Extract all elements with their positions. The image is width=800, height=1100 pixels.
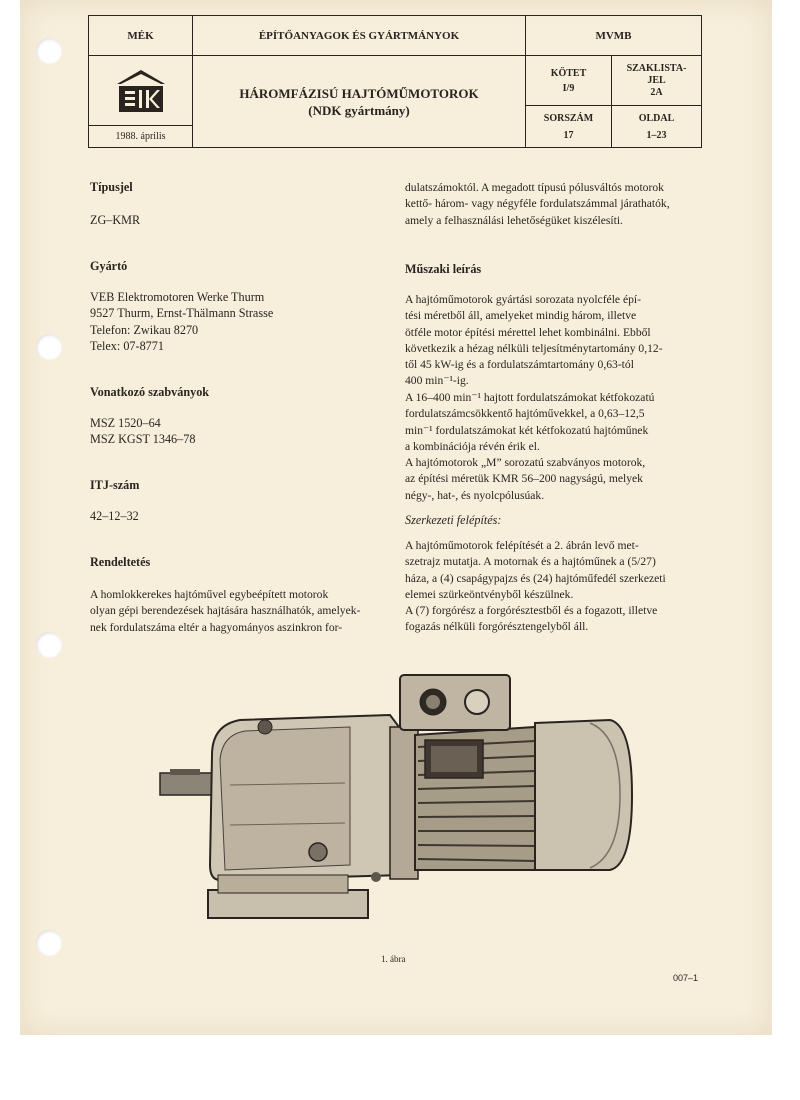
text-line: olyan gépi berendezések hajtására használhatók, amelyek- xyxy=(90,604,361,618)
text-line: a kombinációja révén érik el. xyxy=(405,439,540,453)
text-line: ötféle motor építési mérettel lehet kombinálni. Ebből xyxy=(405,325,651,339)
gear-motor-illustration xyxy=(150,665,640,925)
logo-cell xyxy=(89,56,193,126)
szaklista-cell xyxy=(612,56,701,106)
kotet-label: KÖTET xyxy=(550,67,587,79)
fan-cover xyxy=(535,720,632,870)
text-line: fogazás nélküli forgórésztengelyből áll. xyxy=(405,620,589,634)
szabvany-heading: Vonatkozó szabványok xyxy=(90,385,210,399)
text-line: dulatszámoktól. A megadott típusú pólusváltós motorok xyxy=(405,181,664,194)
text-line: nek fordulatszáma eltér a hagyományos aszinkron for- xyxy=(90,620,343,634)
agency-name: MVMB xyxy=(595,29,632,42)
address-line: Telex: 07-8771 xyxy=(90,338,164,353)
rendeltetes-text xyxy=(90,587,390,636)
org-name: MÉK xyxy=(127,29,154,42)
text-line: kettő- három- vagy négyféle fordulatszámmal járathatók, xyxy=(405,197,670,211)
date-cell xyxy=(89,126,193,147)
title-cell xyxy=(193,56,526,147)
szaklista-label-2: JEL xyxy=(647,74,666,86)
text-line: elemei szürkeöntvényből készülnek. xyxy=(405,587,574,601)
szerkezeti-paragraph xyxy=(405,538,705,636)
text-line: 400 min⁻¹-ig. xyxy=(405,374,469,388)
oldal-cell xyxy=(612,106,701,147)
kotet-cell xyxy=(526,56,612,106)
text-line: háza, a (4) csapágypajzs és (24) hajtóműfedél szerkezeti xyxy=(405,571,666,585)
etk-logo-icon xyxy=(111,66,171,116)
muszaki-heading: Műszaki leírás xyxy=(405,262,482,276)
intro-text xyxy=(405,180,705,229)
gyarto-heading: Gyártó xyxy=(90,259,128,273)
text-line: A 16–400 min⁻¹ hajtott fordulatszámokat kétfokozatú xyxy=(405,391,655,404)
document-title: HÁROMFÁZISÚ HAJTÓMŰMOTOROK xyxy=(239,85,479,101)
punch-hole xyxy=(36,632,62,658)
szaklista-value: 2A xyxy=(650,86,663,98)
tipus-value: ZG–KMR xyxy=(90,213,141,227)
text-line: A homlokkerekes hajtóművel egybeépített motorok xyxy=(90,588,329,601)
address-line: VEB Elektromotoren Werke Thurm xyxy=(90,290,265,304)
text-line: négy-, hat-, és nyolcpólusúak. xyxy=(405,488,545,502)
issue-date: 1988. április xyxy=(115,131,166,142)
standard-item: MSZ KGST 1346–78 xyxy=(90,432,196,447)
sorszam-label: SORSZÁM xyxy=(543,112,594,124)
muszaki-paragraph-2 xyxy=(405,390,705,455)
category-title: ÉPÍTŐANYAGOK ÉS GYÁRTMÁNYOK xyxy=(258,29,460,42)
address-line: Telefon: Zwikau 8270 xyxy=(90,322,199,337)
document-subtitle: (NDK gyártmány) xyxy=(308,102,410,118)
gyarto-address xyxy=(90,289,273,354)
oldal-value: 1–23 xyxy=(646,129,667,141)
itj-heading: ITJ-szám xyxy=(90,478,140,492)
punch-hole xyxy=(36,930,62,956)
text-line: következik a hézag nélküli teljesítménytartomány 0,12- xyxy=(405,341,663,355)
figure-caption: 1. ábra xyxy=(381,954,406,964)
punch-hole xyxy=(36,334,62,360)
sorszam-value: 17 xyxy=(563,129,574,141)
text-line: szetrajz mutatja. A motornak és a hajtóműnek a (5/27) xyxy=(405,555,656,569)
muszaki-paragraph-3 xyxy=(405,455,705,504)
text-line: A (7) forgórész a forgórésztestből és a fogazott, illetve xyxy=(405,604,658,618)
org-cell xyxy=(89,16,193,56)
text-line: A hajtóműmotorok felépítését a 2. ábrán levő met- xyxy=(405,539,639,552)
text-line: tési méretből áll, amelyeket mindig három, illetve xyxy=(405,309,637,323)
muszaki-paragraph-1 xyxy=(405,292,705,390)
rendeltetes-heading: Rendeltetés xyxy=(90,555,151,569)
tipus-heading: Típusjel xyxy=(90,180,133,194)
text-line: fordulatszámcsökkentő hajtóművekkel, a 0,63–12,5 xyxy=(405,407,645,421)
address-line: 9527 Thurm, Ernst-Thälmann Strasse xyxy=(90,306,274,321)
text-line: min⁻¹ fordulatszámokat két kétfokozatú hajtóműnek xyxy=(405,423,649,437)
punch-hole xyxy=(36,38,62,64)
kotet-value: I/9 xyxy=(562,82,575,94)
header-table xyxy=(88,15,702,148)
category-cell xyxy=(193,16,526,56)
figure-code: 007–1 xyxy=(673,973,699,983)
szerkezeti-heading: Szerkezeti felépítés: xyxy=(405,513,502,527)
text-line: A hajtómotorok „M” sorozatú szabványos motorok, xyxy=(405,456,646,469)
szaklista-label: SZAKLISTA- xyxy=(626,62,687,74)
itj-value: 42–12–32 xyxy=(90,509,139,523)
text-line: A hajtóműmotorok gyártási sorozata nyolcféle épí- xyxy=(405,293,641,306)
oldal-label: OLDAL xyxy=(638,112,675,124)
agency-cell xyxy=(526,16,701,56)
szabvany-list xyxy=(90,415,195,448)
terminal-box xyxy=(400,675,510,730)
text-line: amely a felhasználási lehetőségüket kiszélesíti. xyxy=(405,213,623,227)
standard-item: MSZ 1520–64 xyxy=(90,416,161,430)
sorszam-cell xyxy=(526,106,612,147)
mounting-foot xyxy=(208,890,368,918)
text-line: az építési méretük KMR 56–200 nagyságú, melyek xyxy=(405,472,643,486)
text-line: től 45 kW-ig és a fordulatszámtartomány 0,63-tól xyxy=(405,358,634,372)
